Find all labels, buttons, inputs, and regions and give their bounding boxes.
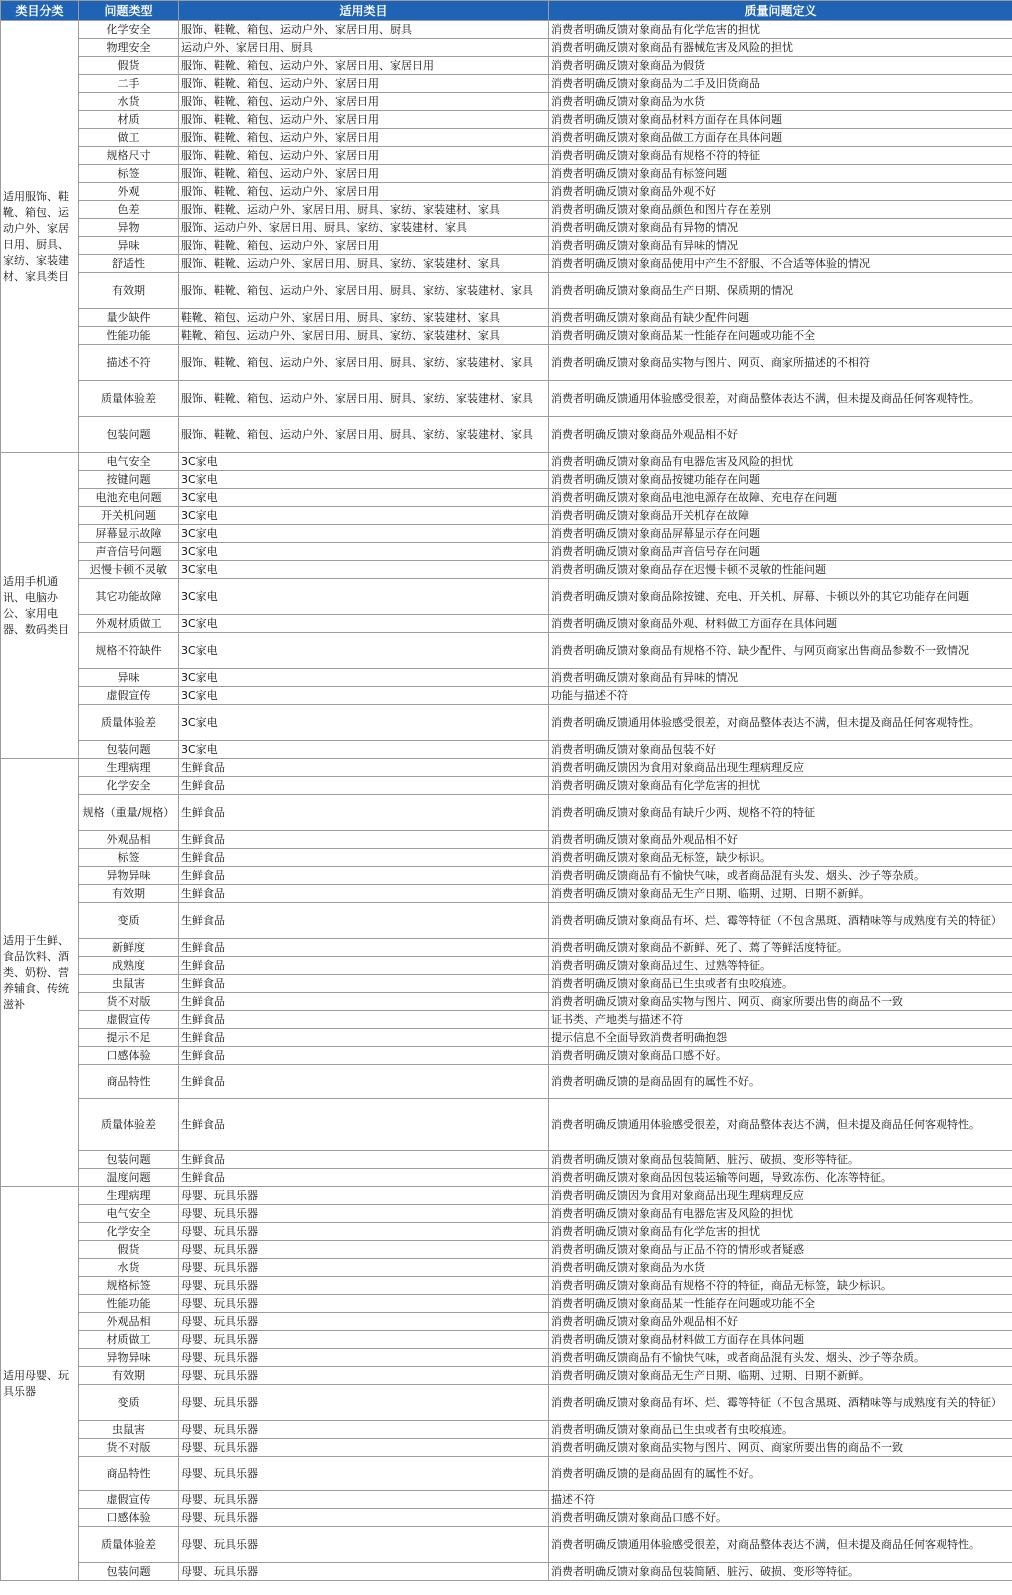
definition-cell: 消费者明确反馈对象商品声音信号存在问题 (549, 543, 1012, 561)
applicable-category-cell: 母婴、玩具乐器 (179, 1259, 549, 1277)
applicable-category-cell: 服饰、鞋靴、箱包、运动户外、家居日用、厨具、家纺、家装建材、家具 (179, 345, 549, 381)
table-row (1, 525, 1012, 543)
applicable-category-cell: 生鲜食品 (179, 1099, 549, 1151)
issue-type-cell: 物理安全 (79, 39, 179, 57)
applicable-category-cell: 服饰、鞋靴、箱包、运动户外、家居日用、厨具、家纺、家装建材、家具 (179, 381, 549, 417)
issue-type-cell: 色差 (79, 201, 179, 219)
table-row (1, 1295, 1012, 1313)
table-row (1, 1241, 1012, 1259)
applicable-category-cell: 生鲜食品 (179, 1151, 549, 1169)
applicable-category-cell: 服饰、鞋靴、箱包、运动户外、家居日用、厨具、家纺、家装建材、家具 (179, 273, 549, 309)
applicable-category-cell: 3C家电 (179, 705, 549, 741)
table-row (1, 1439, 1012, 1457)
issue-type-cell: 质量体验差 (79, 381, 179, 417)
applicable-category-cell: 母婴、玩具乐器 (179, 1457, 549, 1491)
issue-type-cell: 描述不符 (79, 345, 179, 381)
applicable-category-cell: 服饰、鞋靴、运动户外、家居日用、厨具、家纺、家装建材、家具 (179, 201, 549, 219)
table-row (1, 903, 1012, 939)
applicable-category-cell: 3C家电 (179, 453, 549, 471)
issue-type-cell: 标签 (79, 165, 179, 183)
table-row (1, 309, 1012, 327)
definition-cell: 消费者明确反馈对象商品使用中产生不舒服、不合适等体验的情况 (549, 255, 1012, 273)
header-category: 类目分类 (1, 1, 79, 21)
issue-type-cell: 其它功能故障 (79, 579, 179, 615)
table-row (1, 1313, 1012, 1331)
issue-type-cell: 异味 (79, 669, 179, 687)
definition-cell: 消费者明确反馈对象商品做工方面存在具体问题 (549, 129, 1012, 147)
definition-cell: 消费者明确反馈对象商品有异物的情况 (549, 219, 1012, 237)
issue-type-cell: 外观 (79, 183, 179, 201)
issue-type-cell: 口感体验 (79, 1047, 179, 1065)
issue-type-cell: 化学安全 (79, 21, 179, 39)
applicable-category-cell: 3C家电 (179, 741, 549, 759)
issue-type-cell: 虫鼠害 (79, 1421, 179, 1439)
issue-type-cell: 按键问题 (79, 471, 179, 489)
issue-type-cell: 变质 (79, 1385, 179, 1421)
issue-type-cell: 包装问题 (79, 741, 179, 759)
applicable-category-cell: 3C家电 (179, 471, 549, 489)
issue-type-cell: 生理病理 (79, 1187, 179, 1205)
definition-cell: 消费者明确反馈对象商品有标签问题 (549, 165, 1012, 183)
definition-cell: 消费者明确反馈对象商品颜色和图片存在差别 (549, 201, 1012, 219)
issue-type-cell: 屏幕显示故障 (79, 525, 179, 543)
issue-type-cell: 虚假宣传 (79, 1011, 179, 1029)
definition-cell: 消费者明确反馈通用体验感受很差，对商品整体表达不满，但未提及商品任何客观特性。 (549, 1527, 1012, 1563)
applicable-category-cell: 生鲜食品 (179, 885, 549, 903)
definition-cell: 消费者明确反馈对象商品已生虫或者有虫咬痕迹。 (549, 1421, 1012, 1439)
issue-type-cell: 商品特性 (79, 1457, 179, 1491)
table-row (1, 471, 1012, 489)
issue-type-cell: 口感体验 (79, 1509, 179, 1527)
applicable-category-cell: 3C家电 (179, 561, 549, 579)
definition-cell: 消费者明确反馈对象商品屏幕显示存在问题 (549, 525, 1012, 543)
definition-cell: 消费者明确反馈对象商品有化学危害的担忧 (549, 21, 1012, 39)
table-row (1, 1223, 1012, 1241)
definition-cell: 消费者明确反馈对象商品开关机存在故障 (549, 507, 1012, 525)
table-row (1, 1259, 1012, 1277)
applicable-category-cell: 生鲜食品 (179, 1011, 549, 1029)
issue-type-cell: 质量体验差 (79, 1527, 179, 1563)
table-row (1, 1509, 1012, 1527)
table-row (1, 741, 1012, 759)
category-cell: 适用母婴、玩具乐器 (1, 1187, 79, 1581)
table-row (1, 1563, 1012, 1581)
definition-cell: 消费者明确反馈的是商品固有的属性不好。 (549, 1457, 1012, 1491)
applicable-category-cell: 生鲜食品 (179, 993, 549, 1011)
definition-cell: 消费者明确反馈商品有不愉快气味，或者商品混有头发、烟头、沙子等杂质。 (549, 867, 1012, 885)
definition-cell: 消费者明确反馈对象商品无标签，缺少标识。 (549, 849, 1012, 867)
issue-type-cell: 电池充电问题 (79, 489, 179, 507)
table-row (1, 1367, 1012, 1385)
definition-cell: 消费者明确反馈因为食用对象商品出现生理病理反应 (549, 759, 1012, 777)
table-row (1, 147, 1012, 165)
issue-type-cell: 水货 (79, 93, 179, 111)
table-row (1, 885, 1012, 903)
applicable-category-cell: 3C家电 (179, 633, 549, 669)
table-row (1, 1277, 1012, 1295)
definition-cell: 消费者明确反馈对象商品实物与图片、网页、商家所描述的不相符 (549, 345, 1012, 381)
issue-type-cell: 规格尺寸 (79, 147, 179, 165)
definition-cell: 消费者明确反馈对象商品有规格不符的特征 (549, 147, 1012, 165)
definition-cell: 消费者明确反馈对象商品包装不好 (549, 741, 1012, 759)
definition-cell: 消费者明确反馈对象商品外观品相不好 (549, 417, 1012, 453)
table-row (1, 1331, 1012, 1349)
definition-cell: 消费者明确反馈对象商品有缺少配件问题 (549, 309, 1012, 327)
applicable-category-cell: 母婴、玩具乐器 (179, 1527, 549, 1563)
applicable-category-cell: 服饰、鞋靴、箱包、运动户外、家居日用、厨具 (179, 21, 549, 39)
applicable-category-cell: 母婴、玩具乐器 (179, 1491, 549, 1509)
applicable-category-cell: 母婴、玩具乐器 (179, 1277, 549, 1295)
table-row (1, 975, 1012, 993)
table-row (1, 1385, 1012, 1421)
definition-cell: 消费者明确反馈对象商品除按键、充电、开关机、屏幕、卡顿以外的其它功能存在问题 (549, 579, 1012, 615)
applicable-category-cell: 3C家电 (179, 543, 549, 561)
applicable-category-cell: 母婴、玩具乐器 (179, 1223, 549, 1241)
table-row (1, 849, 1012, 867)
definition-cell: 消费者明确反馈对象商品已生虫或者有虫咬痕迹。 (549, 975, 1012, 993)
table-row (1, 777, 1012, 795)
definition-cell: 提示信息不全面导致消费者明确抱怨 (549, 1029, 1012, 1047)
issue-type-cell: 做工 (79, 129, 179, 147)
definition-cell: 消费者明确反馈对象商品外观品相不好 (549, 831, 1012, 849)
issue-type-cell: 假货 (79, 1241, 179, 1259)
issue-type-cell: 包装问题 (79, 417, 179, 453)
issue-type-cell: 温度问题 (79, 1169, 179, 1187)
definition-cell: 消费者明确反馈对象商品口感不好。 (549, 1509, 1012, 1527)
table-row (1, 111, 1012, 129)
table-row (1, 273, 1012, 309)
table-row (1, 633, 1012, 669)
applicable-category-cell: 母婴、玩具乐器 (179, 1313, 549, 1331)
applicable-category-cell: 生鲜食品 (179, 759, 549, 777)
issue-type-cell: 电气安全 (79, 453, 179, 471)
definition-cell: 消费者明确反馈对象商品实物与图片、网页、商家所要出售的商品不一致 (549, 993, 1012, 1011)
issue-type-cell: 质量体验差 (79, 705, 179, 741)
table-row (1, 183, 1012, 201)
issue-type-cell: 外观材质做工 (79, 615, 179, 633)
table-row (1, 579, 1012, 615)
definition-cell: 消费者明确反馈对象商品电池电源存在故障、充电存在问题 (549, 489, 1012, 507)
table-row (1, 57, 1012, 75)
table-row (1, 615, 1012, 633)
issue-type-cell: 有效期 (79, 885, 179, 903)
issue-type-cell: 电气安全 (79, 1205, 179, 1223)
issue-type-cell: 性能功能 (79, 327, 179, 345)
issue-type-cell: 假货 (79, 57, 179, 75)
issue-type-cell: 材质做工 (79, 1331, 179, 1349)
applicable-category-cell: 3C家电 (179, 615, 549, 633)
issue-type-cell: 虫鼠害 (79, 975, 179, 993)
issue-type-cell: 规格（重量/规格） (79, 795, 179, 831)
applicable-category-cell: 生鲜食品 (179, 1065, 549, 1099)
applicable-category-cell: 母婴、玩具乐器 (179, 1367, 549, 1385)
category-cell: 适用手机通讯、电脑办公、家用电器、数码类目 (1, 453, 79, 759)
issue-type-cell: 开关机问题 (79, 507, 179, 525)
applicable-category-cell: 服饰、鞋靴、箱包、运动户外、家居日用 (179, 183, 549, 201)
issue-type-cell: 提示不足 (79, 1029, 179, 1047)
definition-cell: 消费者明确反馈对象商品为水货 (549, 1259, 1012, 1277)
table-row (1, 669, 1012, 687)
issue-type-cell: 迟慢卡顿不灵敏 (79, 561, 179, 579)
table-row (1, 1349, 1012, 1367)
applicable-category-cell: 3C家电 (179, 579, 549, 615)
applicable-category-cell: 服饰、鞋靴、箱包、运动户外、家居日用 (179, 129, 549, 147)
applicable-category-cell: 母婴、玩具乐器 (179, 1385, 549, 1421)
definition-cell: 消费者明确反馈对象商品生产日期、保质期的情况 (549, 273, 1012, 309)
definition-cell: 消费者明确反馈对象商品有规格不符的特征，商品无标签，缺少标识。 (549, 1277, 1012, 1295)
header-definition: 质量问题定义 (549, 1, 1012, 21)
applicable-category-cell: 服饰、鞋靴、箱包、运动户外、家居日用、家居日用 (179, 57, 549, 75)
applicable-category-cell: 服饰、运动户外、家居日用、厨具、家纺、家装建材、家具 (179, 219, 549, 237)
applicable-category-cell: 服饰、鞋靴、箱包、运动户外、家居日用 (179, 75, 549, 93)
definition-cell: 消费者明确反馈对象商品不新鲜、死了、蔫了等鲜活度特征。 (549, 939, 1012, 957)
table-row (1, 831, 1012, 849)
table-row (1, 795, 1012, 831)
applicable-category-cell: 服饰、鞋靴、箱包、运动户外、家居日用 (179, 93, 549, 111)
applicable-category-cell: 服饰、鞋靴、运动户外、家居日用、厨具、家纺、家装建材、家具 (179, 255, 549, 273)
issue-type-cell: 生理病理 (79, 759, 179, 777)
definition-cell: 证书类、产地类与描述不符 (549, 1011, 1012, 1029)
issue-type-cell: 规格标签 (79, 1277, 179, 1295)
issue-type-cell: 化学安全 (79, 1223, 179, 1241)
issue-type-cell: 水货 (79, 1259, 179, 1277)
definition-cell: 消费者明确反馈对象商品过生、过熟等特征。 (549, 957, 1012, 975)
definition-cell: 消费者明确反馈对象商品外观品相不好 (549, 1313, 1012, 1331)
issue-type-cell: 异味 (79, 237, 179, 255)
issue-type-cell: 有效期 (79, 1367, 179, 1385)
issue-type-cell: 变质 (79, 903, 179, 939)
category-cell: 适用于生鲜、食品饮料、酒类、奶粉、营养辅食、传统滋补 (1, 759, 79, 1187)
table-row (1, 1421, 1012, 1439)
issue-type-cell: 商品特性 (79, 1065, 179, 1099)
table-row (1, 327, 1012, 345)
issue-type-cell: 量少缺件 (79, 309, 179, 327)
definition-cell: 描述不符 (549, 1491, 1012, 1509)
applicable-category-cell: 母婴、玩具乐器 (179, 1421, 549, 1439)
table-row (1, 1151, 1012, 1169)
applicable-category-cell: 服饰、鞋靴、箱包、运动户外、家居日用 (179, 165, 549, 183)
issue-type-cell: 性能功能 (79, 1295, 179, 1313)
table-row (1, 21, 1012, 39)
applicable-category-cell: 3C家电 (179, 687, 549, 705)
applicable-category-cell: 生鲜食品 (179, 867, 549, 885)
definition-cell: 消费者明确反馈对象商品某一性能存在问题或功能不全 (549, 1295, 1012, 1313)
definition-cell: 消费者明确反馈通用体验感受很差，对商品整体表达不满，但未提及商品任何客观特性。 (549, 381, 1012, 417)
table-row (1, 1187, 1012, 1205)
table-row (1, 1457, 1012, 1491)
applicable-category-cell: 生鲜食品 (179, 1047, 549, 1065)
table-row (1, 75, 1012, 93)
definition-cell: 消费者明确反馈通用体验感受很差，对商品整体表达不满，但未提及商品任何客观特性。 (549, 705, 1012, 741)
applicable-category-cell: 母婴、玩具乐器 (179, 1295, 549, 1313)
definition-cell: 消费者明确反馈对象商品存在迟慢卡顿不灵敏的性能问题 (549, 561, 1012, 579)
table-body (1, 21, 1012, 1581)
definition-cell: 功能与描述不符 (549, 687, 1012, 705)
definition-cell: 消费者明确反馈对象商品某一性能存在问题或功能不全 (549, 327, 1012, 345)
issue-type-cell: 货不对版 (79, 1439, 179, 1457)
definition-cell: 消费者明确反馈对象商品材料方面存在具体问题 (549, 111, 1012, 129)
definition-cell: 消费者明确反馈对象商品与正品不符的情形或者疑惑 (549, 1241, 1012, 1259)
applicable-category-cell: 生鲜食品 (179, 1169, 549, 1187)
applicable-category-cell: 生鲜食品 (179, 903, 549, 939)
definition-cell: 消费者明确反馈对象商品有异味的情况 (549, 237, 1012, 255)
applicable-category-cell: 母婴、玩具乐器 (179, 1331, 549, 1349)
issue-type-cell: 有效期 (79, 273, 179, 309)
applicable-category-cell: 鞋靴、箱包、运动户外、家居日用、厨具、家纺、家装建材、家具 (179, 327, 549, 345)
table-row (1, 1047, 1012, 1065)
table-row (1, 1065, 1012, 1099)
header-row (1, 1, 1012, 21)
issue-type-cell: 质量体验差 (79, 1099, 179, 1151)
issue-type-cell: 材质 (79, 111, 179, 129)
table-row (1, 237, 1012, 255)
applicable-category-cell: 母婴、玩具乐器 (179, 1349, 549, 1367)
issue-type-cell: 外观品相 (79, 831, 179, 849)
table-row (1, 543, 1012, 561)
issue-type-cell: 新鲜度 (79, 939, 179, 957)
definition-cell: 消费者明确反馈对象商品有规格不符、缺少配件、与网页商家出售商品参数不一致情况 (549, 633, 1012, 669)
definition-cell: 消费者明确反馈对象商品口感不好。 (549, 1047, 1012, 1065)
applicable-category-cell: 服饰、鞋靴、箱包、运动户外、家居日用 (179, 147, 549, 165)
definition-cell: 消费者明确反馈对象商品有坏、烂、霉等特征（不包含黑斑、酒精味等与成熟度有关的特征） (549, 1385, 1012, 1421)
issue-type-cell: 外观品相 (79, 1313, 179, 1331)
definition-cell: 消费者明确反馈因为食用对象商品出现生理病理反应 (549, 1187, 1012, 1205)
table-row (1, 1029, 1012, 1047)
issue-type-cell: 虚假宣传 (79, 1491, 179, 1509)
table-row (1, 687, 1012, 705)
issue-type-cell: 声音信号问题 (79, 543, 179, 561)
definition-cell: 消费者明确反馈对象商品有电器危害及风险的担忧 (549, 1205, 1012, 1223)
table-row (1, 759, 1012, 777)
table-row (1, 453, 1012, 471)
issue-type-cell: 包装问题 (79, 1563, 179, 1581)
issue-type-cell: 货不对版 (79, 993, 179, 1011)
applicable-category-cell: 服饰、鞋靴、箱包、运动户外、家居日用 (179, 237, 549, 255)
table-row (1, 1169, 1012, 1187)
issue-type-cell: 异物异味 (79, 1349, 179, 1367)
definition-cell: 消费者明确反馈对象商品外观、材料做工方面存在具体问题 (549, 615, 1012, 633)
issue-type-cell: 化学安全 (79, 777, 179, 795)
table-row (1, 1491, 1012, 1509)
definition-cell: 消费者明确反馈对象商品实物与图片、网页、商家所要出售的商品不一致 (549, 1439, 1012, 1457)
table-row (1, 129, 1012, 147)
definition-cell: 消费者明确反馈对象商品无生产日期、临期、过期、日期不新鲜。 (549, 1367, 1012, 1385)
table-row (1, 993, 1012, 1011)
applicable-category-cell: 生鲜食品 (179, 975, 549, 993)
header-issue-type: 问题类型 (79, 1, 179, 21)
definition-cell: 消费者明确反馈对象商品外观不好 (549, 183, 1012, 201)
table-row (1, 561, 1012, 579)
applicable-category-cell: 3C家电 (179, 507, 549, 525)
header-applicable-category: 适用类目 (179, 1, 549, 21)
definition-cell: 消费者明确反馈对象商品为假货 (549, 57, 1012, 75)
table-row (1, 345, 1012, 381)
applicable-category-cell: 生鲜食品 (179, 777, 549, 795)
definition-cell: 消费者明确反馈对象商品按键功能存在问题 (549, 471, 1012, 489)
table-row (1, 507, 1012, 525)
table-row (1, 957, 1012, 975)
applicable-category-cell: 生鲜食品 (179, 957, 549, 975)
definition-cell: 消费者明确反馈对象商品有器械危害及风险的担忧 (549, 39, 1012, 57)
applicable-category-cell: 母婴、玩具乐器 (179, 1509, 549, 1527)
definition-cell: 消费者明确反馈对象商品有化学危害的担忧 (549, 777, 1012, 795)
table-row (1, 1011, 1012, 1029)
definition-cell: 消费者明确反馈对象商品包装简陋、脏污、破损、变形等特征。 (549, 1151, 1012, 1169)
issue-type-cell: 成熟度 (79, 957, 179, 975)
table-row (1, 939, 1012, 957)
applicable-category-cell: 母婴、玩具乐器 (179, 1439, 549, 1457)
issue-type-cell: 异物 (79, 219, 179, 237)
definition-cell: 消费者明确反馈对象商品有电器危害及风险的担忧 (549, 453, 1012, 471)
applicable-category-cell: 鞋靴、箱包、运动户外、家居日用、厨具、家纺、家装建材、家具 (179, 309, 549, 327)
definition-cell: 消费者明确反馈的是商品固有的属性不好。 (549, 1065, 1012, 1099)
table-row (1, 39, 1012, 57)
issue-type-cell: 标签 (79, 849, 179, 867)
applicable-category-cell: 生鲜食品 (179, 795, 549, 831)
table-row (1, 201, 1012, 219)
applicable-category-cell: 生鲜食品 (179, 831, 549, 849)
applicable-category-cell: 母婴、玩具乐器 (179, 1563, 549, 1581)
definition-cell: 消费者明确反馈对象商品有缺斤少两、规格不符的特征 (549, 795, 1012, 831)
table-row (1, 93, 1012, 111)
applicable-category-cell: 母婴、玩具乐器 (179, 1187, 549, 1205)
definition-cell: 消费者明确反馈对象商品因包装运输等问题，导致冻伤、化冻等特征。 (549, 1169, 1012, 1187)
definition-cell: 消费者明确反馈对象商品为水货 (549, 93, 1012, 111)
issue-type-cell: 规格不符缺件 (79, 633, 179, 669)
definition-cell: 消费者明确反馈对象商品有坏、烂、霉等特征（不包含黑斑、酒精味等与成熟度有关的特征） (549, 903, 1012, 939)
applicable-category-cell: 生鲜食品 (179, 849, 549, 867)
issue-type-cell: 包装问题 (79, 1151, 179, 1169)
applicable-category-cell: 运动户外、家居日用、厨具 (179, 39, 549, 57)
table-row (1, 1205, 1012, 1223)
issue-type-cell: 虚假宣传 (79, 687, 179, 705)
table-row (1, 255, 1012, 273)
definition-cell: 消费者明确反馈对象商品有化学危害的担忧 (549, 1223, 1012, 1241)
definition-cell: 消费者明确反馈对象商品无生产日期、临期、过期、日期不新鲜。 (549, 885, 1012, 903)
applicable-category-cell: 服饰、鞋靴、箱包、运动户外、家居日用、厨具、家纺、家装建材、家具 (179, 417, 549, 453)
table-row (1, 705, 1012, 741)
category-cell: 适用服饰、鞋靴、箱包、运动户外、家居日用、厨具、家纺、家装建材、家具类目 (1, 21, 79, 453)
definition-cell: 消费者明确反馈商品有不愉快气味，或者商品混有头发、烟头、沙子等杂质。 (549, 1349, 1012, 1367)
table-row (1, 489, 1012, 507)
issue-type-cell: 舒适性 (79, 255, 179, 273)
definition-cell: 消费者明确反馈对象商品包装简陋、脏污、破损、变形等特征。 (549, 1563, 1012, 1581)
definition-cell: 消费者明确反馈通用体验感受很差，对商品整体表达不满，但未提及商品任何客观特性。 (549, 1099, 1012, 1151)
table-row (1, 417, 1012, 453)
applicable-category-cell: 3C家电 (179, 669, 549, 687)
applicable-category-cell: 母婴、玩具乐器 (179, 1205, 549, 1223)
applicable-category-cell: 服饰、鞋靴、箱包、运动户外、家居日用 (179, 111, 549, 129)
table-row (1, 1527, 1012, 1563)
applicable-category-cell: 生鲜食品 (179, 939, 549, 957)
table-row (1, 219, 1012, 237)
table-row (1, 867, 1012, 885)
definition-cell: 消费者明确反馈对象商品为二手及旧货商品 (549, 75, 1012, 93)
table-row (1, 165, 1012, 183)
applicable-category-cell: 3C家电 (179, 525, 549, 543)
applicable-category-cell: 3C家电 (179, 489, 549, 507)
table-row (1, 1099, 1012, 1151)
applicable-category-cell: 生鲜食品 (179, 1029, 549, 1047)
applicable-category-cell: 母婴、玩具乐器 (179, 1241, 549, 1259)
definition-cell: 消费者明确反馈对象商品材料做工方面存在具体问题 (549, 1331, 1012, 1349)
issue-type-cell: 异物异味 (79, 867, 179, 885)
table-row (1, 381, 1012, 417)
definition-cell: 消费者明确反馈对象商品有异味的情况 (549, 669, 1012, 687)
issue-type-cell: 二手 (79, 75, 179, 93)
